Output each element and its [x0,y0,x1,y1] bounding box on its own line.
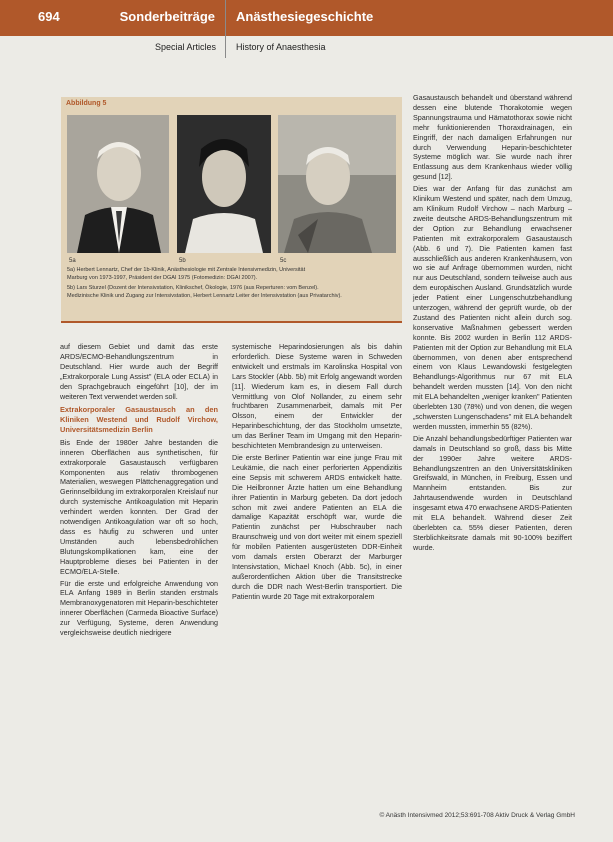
body-paragraph: Gasaustausch behandelt und überstand während dessen eine blutende Thorakotomie wegen Spannungstrauma und Hämatothorax sowie nicht mehr funktionierenden Thoraxdrainagen, ein Eingriff, der nach damaligen Erfahrungen nur durch Verwendung Heparin-beschichteter Systeme möglich war. Sie wurde nach ihrer Entlassung aus dem Krankenhaus wieder völlig gesund [12]. [413,93,572,182]
body-paragraph: Für die erste und erfolgreiche Anwendung von ELA Anfang 1989 in Berlin standen erstmals Membranoxygenatoren mit Heparin-beschichteter innerer Oberflächen (Carmeda Bioactive Surface) zur Verfügung, Systeme, deren Anwendung vergleichsweise deutlich niedrigere [60,578,218,638]
photo-label-a: 5a [69,258,76,264]
page-number: 694 [38,9,60,24]
section-title: Sonderbeiträge [119,9,215,24]
body-paragraph: Bis Ende der 1980er Jahre bestanden die inneren Oberflächen aus synthetischen, für extrakorporale Gasaustausch verfügbaren Komponenten aus relativ thrombogenen Materialien, weswegen Plättchenaggregation und Gerinnselbildung im extrakorporalen Kreislauf nur durch systemische Antikoagulation mit Heparin verhindert werden konnten. Der Grad der notwendigen Antikoagulation war oft so hoch, dass es häufig zu schweren und unter Umständen auch lebensbedrohlichen Blutungskomplikationen kam, eine der Hauptprobleme dieses bei Patienten in der ECMO/ELA-Stelle. [60,437,218,576]
photo-label-b: 5b [179,258,186,264]
figure-caption-line: 5a) Herbert Lennartz, Chef der 1b-Klinik, Anästhesiologie mit Zentrale Intensivmedizin, Universität [67,267,306,273]
figure-caption-line: 5b) Lars Sturzel (Dozent der Intensivstation, Klinikschef, Ökologie, 1976 (aus Reperturen: vom Benzel). [67,285,319,291]
section-heading: Extrakorporaler Gasaustausch an den Kliniken Westend und Rudolf Virchow, Universitätsmedizin Berlin [60,405,218,435]
text-column-2 [232,342,402,604]
portrait-photo-a [67,115,169,253]
text-column-1 [60,342,218,640]
figure-5 [61,97,402,323]
body-paragraph: Die Anzahl behandlungsbedürftiger Patienten war damals in Deutschland so groß, dass bis Mitte der 1990er Jahre weitere ARDS-Behandlungszentren an den Universitätskliniken Greifswald, in München, in Freiburg, Essen und Mannheim entstanden. Bis zur Jahrtausendwende wurden in Deutschland insgesamt etwa 470 erwachsene ARDS-Patienten mit ELA behandelt. Während dieser Zeit überlebten ca. 55% dieser Patienten, deren Sterblichkeitsrate damals mit 90-100% beziffert wurde. [413,433,573,552]
figure-caption-line: Marburg von 1973-1997, Präsident der DGAI 1975 (Fotomedizin: DGAI 2007). [67,275,258,281]
body-paragraph: Die erste Berliner Patientin war eine junge Frau mit Leukämie, die nach einer perforierten Appendizitis eine Sepsis mit schwerem ARDS entwickelt hatte. Die Heilbronner Ärzte hatten um eine Behandlung ihrer Patientin in Marburg gebeten. Da dort jedoch schon mit zwei andere Patienten an ELA die damalige Kapazität erschöpft war, wurde die Patientin zunächst per Hubschrauber nach Braunschweig und von dort weiter mit einem speziell für mobilen Patienten ausgerüsteten DDR-Einheit vom damals ersten Oberarzt der Marburger Intensivstation, Michael Knoch (Abb. 5c), in einer außerordentlichen Aktion über die Transitstrecke durch die DDR nach West-Berlin transportiert. Die Patientin wurde 20 Tage mit extrakorporalem [232,452,402,601]
photo-label-c: 5c [280,258,287,264]
portrait-photo-b [177,115,271,253]
portrait-photo-c [278,115,396,253]
header-bar [0,0,613,36]
topic-title: Anästhesiegeschichte [236,9,374,24]
section-subtitle: Special Articles [154,42,216,52]
topic-subtitle: History of Anaesthesia [236,42,326,52]
page-footer: © Anästh Intensivmed 2012;53:691-708 Aktiv Druck & Verlag GmbH [379,812,575,819]
text-column-3 [413,93,572,555]
header-divider [225,0,226,58]
figure-caption-line: Medizinische Klinik und Zugang zur Intensivstation, Herbert Lennartz Leiter der Intensivstation (aus Privatarchiv). [67,293,342,299]
body-paragraph: Dies war der Anfang für das zunächst am Klinikum Westend und später, nach dem Umzug, am Klinikum Rudolf Virchow – nach Marburg – zweite deutsche ARDS-Behandlungszentrum mit der Option zur Behandlung erwachsener Patienten mit extrakorporalem Gasaustausch (Abb. 6 und 7). Die Patienten kamen fast ausschließlich aus anderen Krankenhäusern, von wo sie auf Anfrage übernommen wurden, nicht nur aus Deutschland, sondern teilweise auch aus dem europäischen Ausland. Grundsätzlich wurde jeder Patient einer Lungenschutzbehandlung unterzogen, während der geprüft wurde, ob der Zustand des Patienten nicht allein durch sog. konservative Maßnahmen gebessert werden konnte. Bis 2002 wurden in Berlin 112 ARDS-Patienten mit der Option zur Behandlung mit ELA übernommen, von denen aber entsprechend einem von Klaus Lewandowski festgelegten Behandlungs-Algorithmus nur 67 mit ELA behandelt werden mussten [14]. Von den nicht mit ELA behandelten „weniger kranken" Patienten überlebten 130 (78%) und von denen, die wegen „schwersten Lungenschadens" mit ELA behandelt werden mussten, immerhin 55 (82%). [413,184,572,431]
figure-label: Abbildung 5 [66,100,107,107]
body-paragraph: auf diesem Gebiet und damit das erste ARDS/ECMO-Behandlungszentrum in Deutschland. Hier wurde auch der Begriff „Extrakorporale Lung Assist" (ELA oder ECLA) in den Sprachgebrauch eingeführt [10], der im weiteren Text verwendet werden soll. [60,342,218,401]
body-paragraph: systemische Heparindosierungen als bis dahin erforderlich. Diese Systeme waren in Schweden entwickelt und erstmals im Karolinska Hospital von Lars Stockler (Abb. 5b) mit Erfolg angewandt worden [11]. Wiederum kam es, in diesem Fall durch Vermittlung von Olof Nollander, zu einem sehr fruchtbaren Zusammenarbeit, damals mit Per Olsson, einem der Entwickler der Heparinbeschichtung, der das Stockholm umsetzte, um das Berliner Team im Umgang mit den Heparin-beschichteten Membrandesign zu unterweisen. [232,342,402,451]
